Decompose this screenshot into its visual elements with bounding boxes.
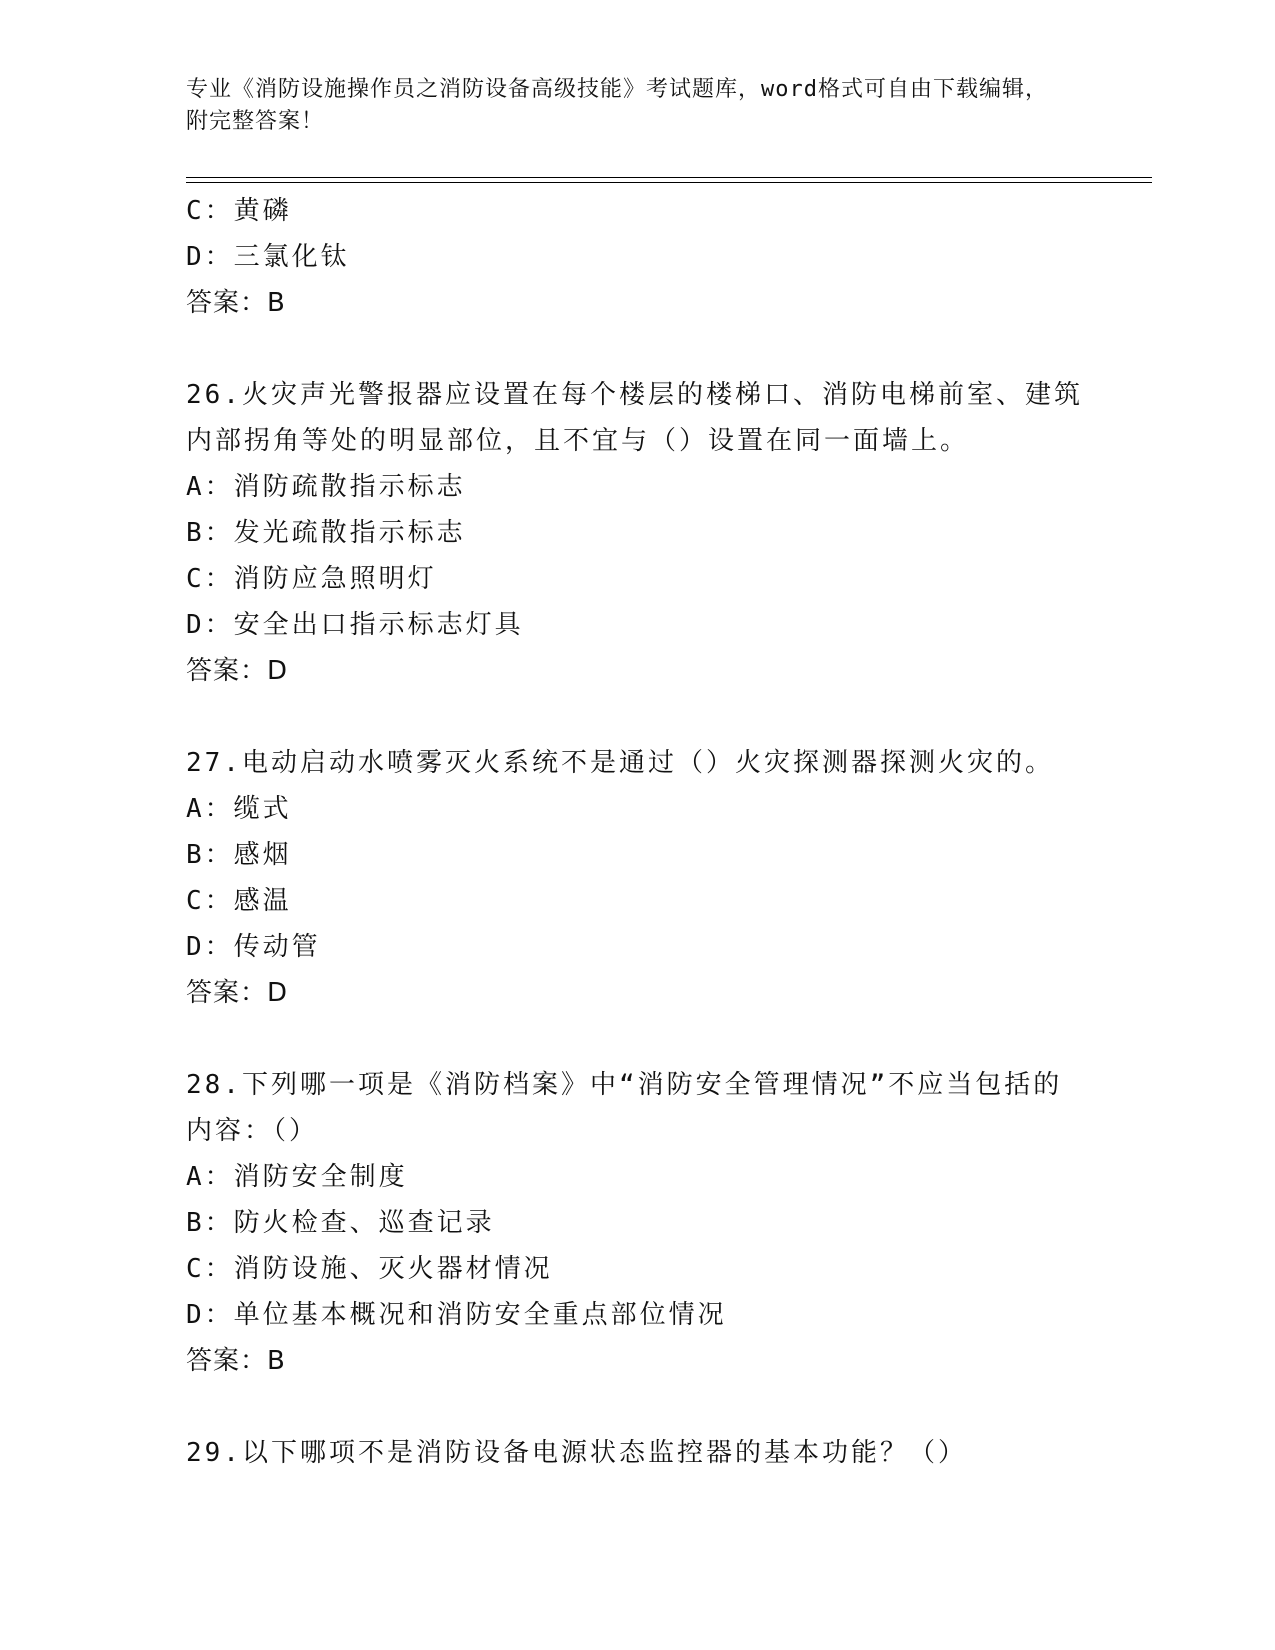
answer-line: 答案：B [186,1346,286,1376]
header-text: 专业《消防设施操作员之消防设备高级技能》考试题库，word格式可自由下载编辑，附完整答案！ [186,77,1048,134]
question-list [186,188,1086,1476]
option-a: A：缆式 [186,794,292,824]
option-c: C：感温 [186,886,292,916]
option-d: D：三氯化钛 [186,242,350,272]
option-d: D：传动管 [186,932,321,962]
question-stem: 28.下列哪一项是《消防档案》中“消防安全管理情况”不应当包括的 [186,1070,1063,1100]
question-stem: 29.以下哪项不是消防设备电源状态监控器的基本功能？（） [186,1438,967,1468]
option-c: C：消防设施、灭火器材情况 [186,1254,553,1284]
option-a: A：消防安全制度 [186,1162,408,1192]
question-27 [186,740,1086,1016]
answer-line: 答案：D [186,978,289,1008]
answer-line: 答案：D [186,656,289,686]
option-b: B：感烟 [186,840,292,870]
option-d: D：安全出口指示标志灯具 [186,610,524,640]
question-stem: 27.电动启动水喷雾灭火系统不是通过（）火灾探测器探测火灾的。 [186,748,1054,778]
question-stem: 内部拐角等处的明显部位，且不宜与（）设置在同一面墙上。 [186,426,970,456]
option-b: B：发光疏散指示标志 [186,518,466,548]
option-a: A：消防疏散指示标志 [186,472,466,502]
option-c: C：黄磷 [186,196,292,226]
option-b: B：防火检查、巡查记录 [186,1208,495,1238]
question-28 [186,1062,1086,1384]
option-c: C：消防应急照明灯 [186,564,437,594]
question-29 [186,1430,1086,1476]
header-rule-top [186,177,1152,178]
page-header [186,74,1066,138]
header-rule-bottom [186,182,1152,183]
question-stem: 内容：（） [186,1116,319,1146]
question-26 [186,372,1086,694]
answer-line: 答案：B [186,288,286,318]
option-d: D：单位基本概况和消防安全重点部位情况 [186,1300,727,1330]
question-stem: 26.火灾声光警报器应设置在每个楼层的楼梯口、消防电梯前室、建筑 [186,380,1083,410]
